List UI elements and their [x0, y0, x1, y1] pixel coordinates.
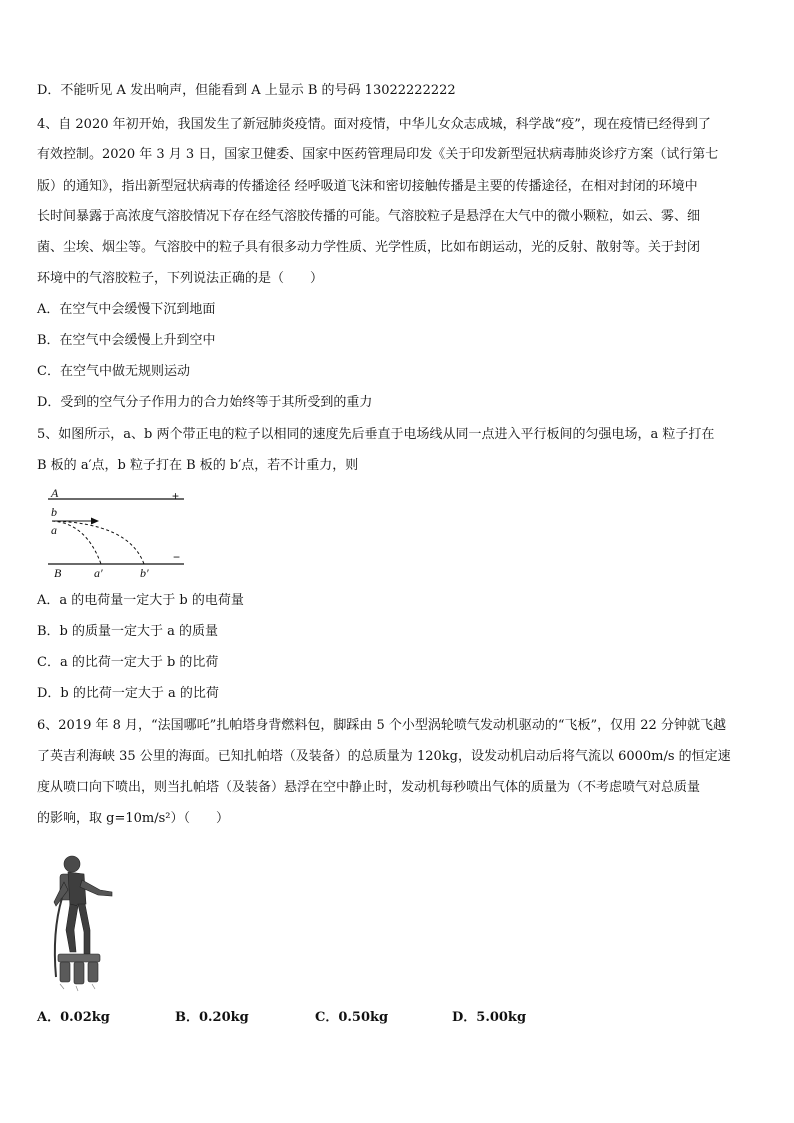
q6-option-c: C．0.50kg — [315, 1010, 389, 1025]
q5-stem-line-1: 5、如图所示，a、b 两个带正电的粒子以相同的速度先后垂直于电场线从同一点进入平行板间的匀强电场，a 粒子打在 — [37, 427, 715, 442]
plate-a-sign: + — [172, 489, 180, 503]
q6-options — [37, 1009, 757, 1029]
q6-option-d: D．5.00kg — [452, 1010, 527, 1025]
q6-stem-line-2: 了英吉利海峡 35 公里的海面。已知扎帕塔（及装备）的总质量为 120kg，设发动机启动后将气流以 6000m/s 的恒定速 — [37, 749, 731, 764]
q5-option-c: C．a 的比荷一定大于 b 的比荷 — [37, 655, 219, 670]
point-a-prime: a′ — [94, 566, 103, 580]
point-b-prime: b′ — [140, 566, 149, 580]
q5-option-a: A．a 的电荷量一定大于 b 的电荷量 — [37, 593, 244, 608]
q4-option-c: C．在空气中做无规则运动 — [37, 364, 190, 379]
particle-b-label: b — [51, 505, 57, 519]
q4-option-a: A．在空气中会缓慢下沉到地面 — [37, 302, 216, 317]
q4-stem-line-5: 菌、尘埃、烟尘等。气溶胶中的粒子具有很多动力学性质、光学性质，比如布朗运动，光的反射、散射等。关于封闭 — [37, 240, 701, 255]
velocity-arrowhead — [91, 518, 99, 525]
q3-option-d: D．不能听见 A 发出响声，但能看到 A 上显示 B 的号码 13022222222 — [37, 83, 456, 98]
q4-stem-line-3: 版）的通知》，指出新型冠状病毒的传播途径 经呼吸道飞沫和密切接触传播是主要的传播途径，在相对封闭的环境中 — [37, 179, 698, 194]
q5-option-d: D．b 的比荷一定大于 a 的比荷 — [37, 686, 219, 701]
q6-stem-line-4: 的影响，取 g=10m/s²）（ ） — [37, 811, 229, 826]
plate-b-sign: − — [173, 550, 181, 564]
q4-stem-line-2: 有效控制。2020 年 3 月 3 日，国家卫健委、国家中医药管理局印发《关于印发新型冠状病毒肺炎诊疗方案（试行第七 — [37, 147, 719, 162]
q6-stem-line-1: 6、2019 年 8 月，“法国哪吒”扎帕塔身背燃料包，脚踩由 5 个小型涡轮喷气发动机驱动的“飞板”，仅用 22 分钟就飞越 — [37, 718, 726, 733]
q4-option-d: D．受到的空气分子作用力的合力始终等于其所受到的重力 — [37, 395, 373, 410]
trajectory-a — [52, 521, 101, 564]
q6-option-b: B．0.20kg — [175, 1010, 249, 1025]
plate-a-label: A — [51, 486, 59, 500]
flyboard-pilot-image — [40, 842, 135, 996]
q4-stem-line-1: 4、自 2020 年初开始，我国发生了新冠肺炎疫情。面对疫情，中华儿女众志成城，科学战“疫”，现在疫情已经得到了 — [37, 117, 711, 132]
q4-stem-line-4: 长时间暴露于高浓度气溶胶情况下存在经气溶胶传播的可能。气溶胶粒子是悬浮在大气中的微小颗粒，如云、雾、细 — [37, 209, 701, 224]
q6-option-a: A．0.02kg — [37, 1010, 110, 1025]
particle-a-label: a — [51, 523, 57, 537]
q4-stem-line-6: 环境中的气溶胶粒子，下列说法正确的是（ ） — [37, 271, 324, 286]
q5-stem-line-2: B 板的 a′点，b 粒子打在 B 板的 b′点，若不计重力，则 — [37, 458, 359, 473]
q4-option-b: B．在空气中会缓慢上升到空中 — [37, 333, 216, 348]
plate-b-label: B — [54, 566, 62, 580]
q5-field-diagram — [44, 486, 194, 584]
q6-stem-line-3: 度从喷口向下喷出，则当扎帕塔（及装备）悬浮在空中静止时，发动机每秒喷出气体的质量为（不考虑喷气对总质量 — [37, 780, 701, 795]
q5-option-b: B．b 的质量一定大于 a 的质量 — [37, 624, 219, 639]
